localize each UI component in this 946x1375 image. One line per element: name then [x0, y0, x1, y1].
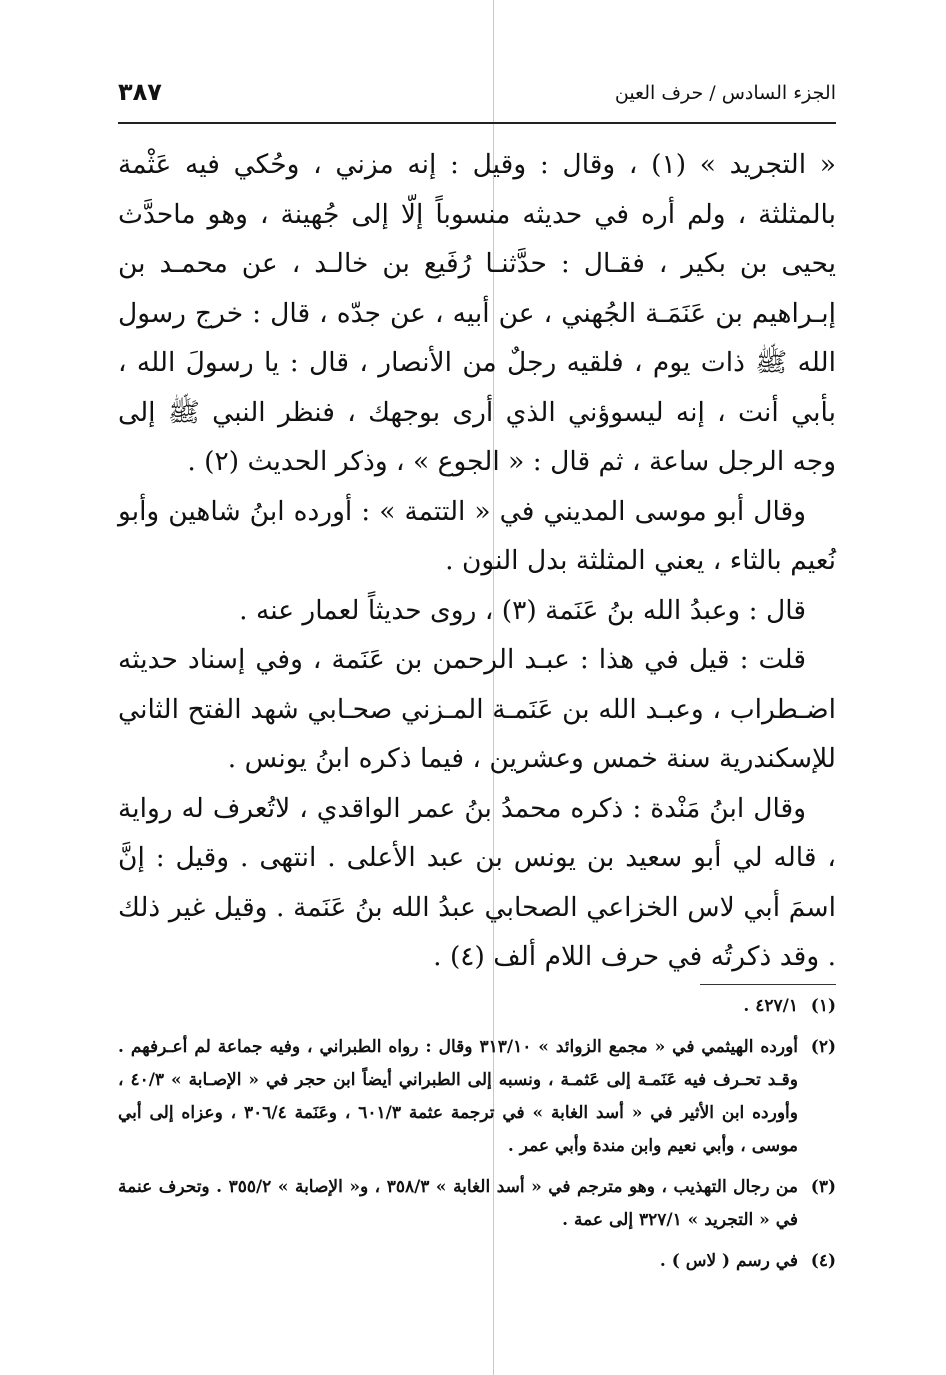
footnote	[118, 1171, 836, 1237]
paragraph: قلت : قيل في هذا : عبـد الرحمن بن عَنَمة ، وفي إسناد حديثه اضـطراب ، وعبـد الله بن عَنَمـة المـزني صحـابي شهد الفتح الثاني للإسكندرية سنة خمس وعشرين ، فيما ذكره ابنُ يونس .	[118, 644, 836, 774]
footnote-number: (٤)	[810, 1251, 836, 1271]
footnote-text: في رسم ( لاس ) .	[659, 1251, 798, 1271]
footnote-number: (١)	[810, 996, 836, 1016]
footnote-number: (٢)	[810, 1037, 836, 1057]
main-text	[118, 140, 836, 982]
footnote	[118, 1245, 836, 1278]
footnotes	[118, 990, 836, 1286]
footnote-text: من رجال التهذيب ، وهو مترجم في « أسد الغابة » ٣٥٨/٣ ، و« الإصابة » ٣٥٥/٢ . وتحرف عنمة في « التجريد » ٣٢٧/١ إلى عمة .	[118, 1177, 798, 1230]
footnote-text: ٤٢٧/١ .	[743, 996, 798, 1016]
footnote-separator	[700, 984, 836, 985]
paragraph: « التجريد » (١) ، وقال : وقيل : إنه مزني ، وحُكي فيه عَثْمة بالمثلثة ، ولم أره في حديثه منسوباً إلّا إلى جُهينة ، وهو ماحدَّث يحيى بن بكير ، فقـال : حدَّثنـا رُفَيع بن خالـد ، عن محمـد بن إبـراهيم بن عَنَمَـة الجُهني ، عن أبيه ، عن جدّه ، قال : خرج رسول الله ﷺ ذات يوم ، فلقيه رجلٌ من الأنصار ، قال : يا رسولَ الله ، بأبي أنت ، إنه ليسوؤني الذي أرى بوجهك ، فنظر النبي ﷺ إلى وجه الرجل ساعة ، ثم قال : « الجوع » ، وذكر الحديث (٢) .	[118, 149, 836, 477]
footnote	[118, 990, 836, 1023]
footnote	[118, 1031, 836, 1163]
page-header	[118, 72, 836, 124]
paragraph: وقال ابنُ مَنْدة : ذكره محمدُ بنُ عمر الواقدي ، لاتُعرف له رواية ، قاله لي أبو سعيد بن يونس بن عبد الأعلى . انتهى . وقيل : إنَّ اسمَ أبي لاس الخزاعي الصحابي عبدُ الله بنُ عَنَمة . وقيل غير ذلك . وقد ذكرتُه في حرف اللام ألف (٤) .	[118, 792, 836, 972]
paragraph: قال : وعبدُ الله بنُ عَنَمة (٣) ، روى حديثاً لعمار عنه .	[239, 594, 806, 626]
page-number: ٣٨٧	[118, 78, 162, 106]
footnote-number: (٣)	[810, 1177, 836, 1197]
running-title: الجزء السادس / حرف العين	[614, 82, 836, 104]
paragraph: وقال أبو موسى المديني في « التتمة » : أورده ابنُ شاهين وأبو نُعيم بالثاء ، يعني المثلثة بدل النون .	[118, 495, 836, 576]
footnote-text: أورده الهيثمي في « مجمع الزوائد » ٣١٣/١٠ وقال : رواه الطبراني ، وفيه جماعة لم أعـرفهم . وقـد تحـرف فيه عَنَمـة إلى عَثمـة ، ونسبه إلى الطبراني أيضاً ابن حجر في « الإصـابة » ٤٠/٣ ، وأورده ابن الأثير في « أسد الغابة » في ترجمة عثمة ٦٠١/٣ ، وعَنَمة ٣٠٦/٤ ، وعزاه إلى أبي موسى ، وأبي نعيم وابن مندة وأبي عمر .	[118, 1037, 799, 1156]
